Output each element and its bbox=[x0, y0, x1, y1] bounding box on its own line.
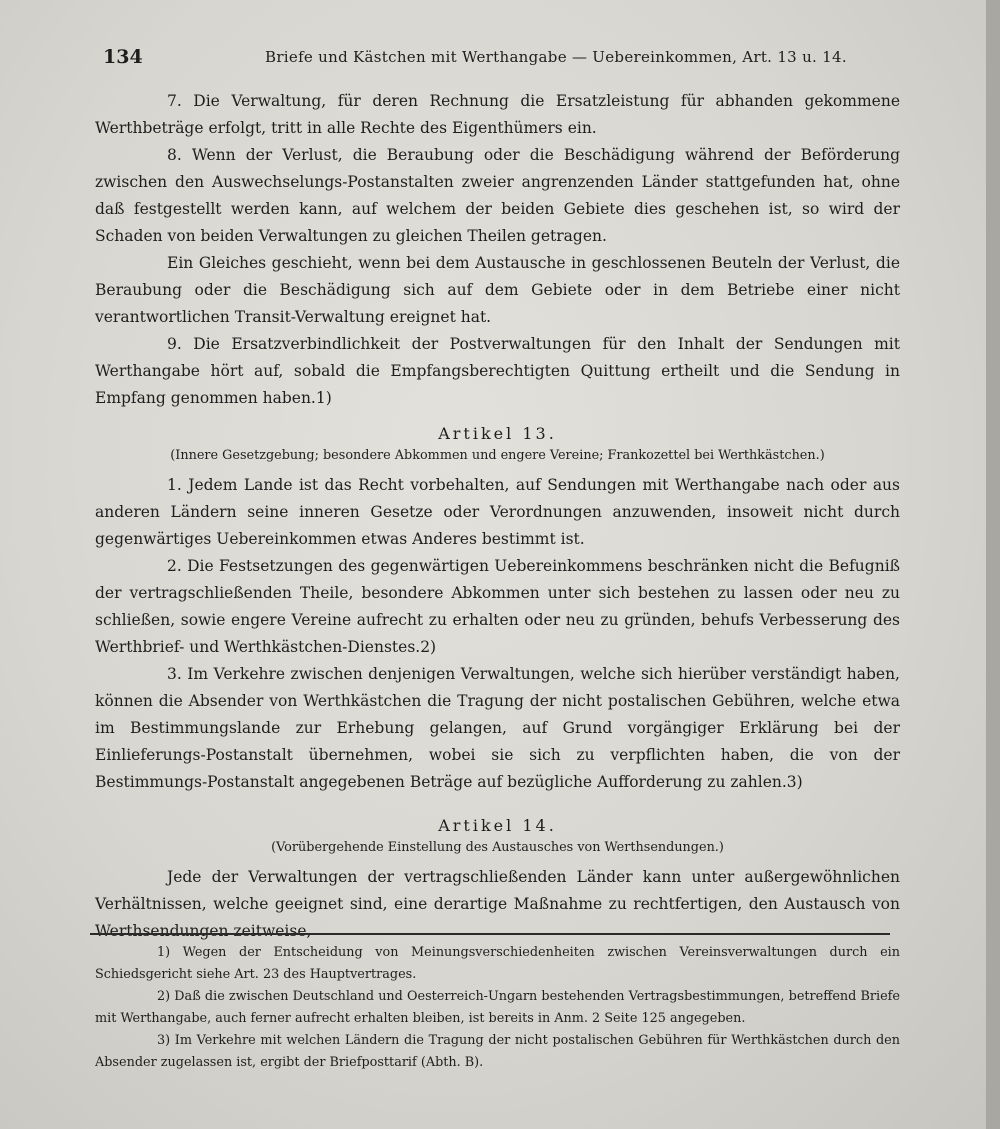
article-subheading: (Innere Gesetzgebung; besondere Abkommen und engere Vereine; Frankozettel bei Werthkästchen.) bbox=[170, 448, 825, 463]
footnote: 3) Im Verkehre mit welchen Ländern die Tragung der nicht postalischen Gebühren für Werthkästchen durch den Absender zugelassen ist, ergibt der Briefposttarif (Abth. B). bbox=[95, 1033, 900, 1070]
page-number: 134 bbox=[103, 46, 143, 68]
paragraph: 8. Wenn der Verlust, die Beraubung oder die Beschädigung während der Beförderung zwischen den Auswechselungs-Postanstalten zweier angrenzenden Länder stattgefunden hat, ohne daß festgestellt werden kann, auf welchem der beiden Gebiete dies geschehen ist, so wird der Schaden von beiden Verwaltungen zu gleichen Theilen getragen. bbox=[95, 146, 900, 245]
paragraph: 7. Die Verwaltung, für deren Rechnung die Ersatzleistung für abhanden gekommene Werthbeträge erfolgt, tritt in alle Rechte des Eigenthümers ein. bbox=[95, 92, 900, 137]
footnote-separator bbox=[90, 933, 890, 935]
footnote: 2) Daß die zwischen Deutschland und Oesterreich-Ungarn bestehenden Vertragsbestimmungen, betreffend Briefe mit Werthangabe, auch ferner aufrecht erhalten bleiben, ist bereits in Anm. 2 Seite 125 angegeben. bbox=[95, 989, 900, 1026]
paragraph: 1. Jedem Lande ist das Recht vorbehalten, auf Sendungen mit Werthangabe nach oder aus anderen Ländern seine inneren Gesetze oder Verordnungen anzuwenden, insoweit nicht durch gegenwärtiges Uebereinkommen etwas Anderes bestimmt ist. bbox=[95, 476, 900, 548]
article-heading: Artikel 13. bbox=[438, 424, 557, 443]
paragraph: 3. Im Verkehre zwischen denjenigen Verwaltungen, welche sich hierüber verständigt haben, können die Absender von Werthkästchen die Tragung der nicht postalischen Gebühren, welche etwa im Bestimmungslande zur Erhebung gelangen, auf Grund vorgängiger Erklärung bei der Einlieferungs-Postanstalt übernehmen, wobei sie sich zu verpflichten haben, die von der Bestimmungs-Postanstalt angegebenen Beträge auf bezügliche Aufforderung zu zahlen.3) bbox=[95, 665, 900, 791]
paragraph: 9. Die Ersatzverbindlichkeit der Postverwaltungen für den Inhalt der Sendungen mit Werthangabe hört auf, sobald die Empfangsberechtigten Quittung ertheilt und die Sendung in Empfang genommen haben.1) bbox=[95, 335, 900, 407]
footnote: 1) Wegen der Entscheidung von Meinungsverschiedenheiten zwischen Vereinsverwaltungen durch ein Schiedsgericht siehe Art. 23 des Hauptvertrages. bbox=[95, 945, 900, 982]
article-heading: Artikel 14. bbox=[438, 816, 557, 835]
paragraph: 2. Die Festsetzungen des gegenwärtigen Uebereinkommens beschränken nicht die Befugniß der vertragschließenden Theile, besondere Abkommen unter sich bestehen zu lassen oder neu zu schließen, sowie engere Vereine aufrecht zu erhalten oder neu zu gründen, behufs Verbesserung des Werthbrief- und Werthkästchen-Dienstes.2) bbox=[95, 557, 900, 656]
running-title: Briefe und Kästchen mit Werthangabe — Uebereinkommen, Art. 13 u. 14. bbox=[265, 48, 847, 66]
page-edge bbox=[986, 0, 1000, 1129]
article-subheading: (Vorübergehende Einstellung des Austausches von Werthsendungen.) bbox=[271, 840, 724, 855]
main-text bbox=[95, 88, 900, 945]
footnotes bbox=[95, 942, 900, 1074]
paragraph: Jede der Verwaltungen der vertragschließenden Länder kann unter außergewöhnlichen Verhältnissen, welche geeignet sind, eine derartige Maßnahme zu rechtfertigen, den Austausch von Werthsendungen zeitweise, bbox=[95, 868, 900, 940]
paragraph: Ein Gleiches geschieht, wenn bei dem Austausche in geschlossenen Beuteln der Verlust, die Beraubung oder die Beschädigung sich auf dem Gebiete oder in dem Betriebe einer nicht verantwortlichen Transit-Verwaltung ereignet hat. bbox=[95, 254, 900, 326]
page-header bbox=[95, 46, 895, 74]
